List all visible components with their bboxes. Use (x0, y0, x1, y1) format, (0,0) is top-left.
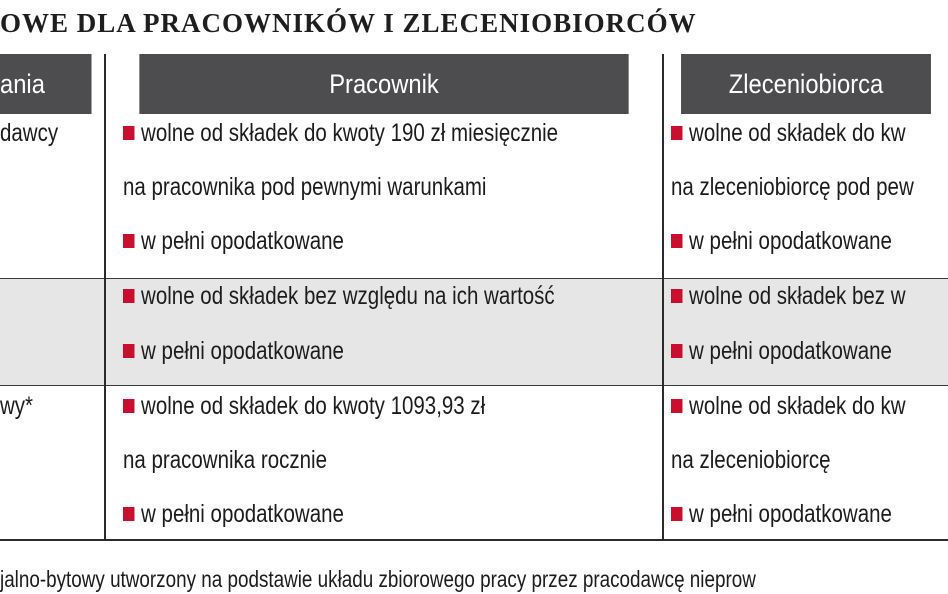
list-item: wolne od składek do kw (671, 118, 906, 148)
column-header-pracownik: Pracownik (139, 54, 628, 114)
table-title: OWE DLA PRACOWNIKÓW I ZLECENIOBIORCÓW (0, 8, 697, 38)
list-item-continuation: na zleceniobiorcę (671, 446, 831, 474)
red-square-bullet-icon (123, 399, 134, 413)
red-square-bullet-icon (123, 234, 134, 248)
column-header-type: ania (0, 54, 92, 114)
red-square-bullet-icon (671, 126, 682, 140)
red-square-bullet-icon (671, 289, 682, 303)
red-square-bullet-icon (671, 507, 682, 521)
list-item: w pełni opodatkowane (123, 336, 344, 366)
red-square-bullet-icon (123, 507, 134, 521)
list-item: w pełni opodatkowane (123, 226, 344, 256)
list-item: w pełni opodatkowane (671, 499, 892, 529)
red-square-bullet-icon (123, 344, 134, 358)
list-item: wolne od składek do kwoty 190 zł miesięcznie (123, 118, 558, 148)
red-square-bullet-icon (671, 399, 682, 413)
list-item: w pełni opodatkowane (671, 226, 892, 256)
list-item: wolne od składek bez względu na ich wartość (123, 281, 555, 311)
red-square-bullet-icon (123, 126, 134, 140)
red-square-bullet-icon (671, 234, 682, 248)
list-item: wolne od składek bez w (671, 281, 906, 311)
list-item: w pełni opodatkowane (123, 499, 344, 529)
list-item: w pełni opodatkowane (671, 336, 892, 366)
list-item-continuation: na pracownika pod pewnymi warunkami (123, 173, 487, 201)
red-square-bullet-icon (671, 344, 682, 358)
footnote: jalno-bytowy utworzony na podstawie układu zbiorowego pracy przez pracodawcę nieprow (0, 566, 756, 592)
list-item-continuation: na zleceniobiorcę pod pew (671, 173, 914, 201)
zleceniobiorca-column (664, 0, 948, 593)
row-label: dawcy (0, 119, 59, 147)
red-square-bullet-icon (123, 289, 134, 303)
list-item: wolne od składek do kwoty 1093,93 zł (123, 391, 485, 421)
row-label: wy* (0, 392, 34, 420)
list-item-continuation: na pracownika rocznie (123, 446, 327, 474)
list-item: wolne od składek do kw (671, 391, 906, 421)
column-header-zleceniobiorca: Zleceniobiorca (681, 54, 931, 114)
column-divider (104, 54, 106, 540)
